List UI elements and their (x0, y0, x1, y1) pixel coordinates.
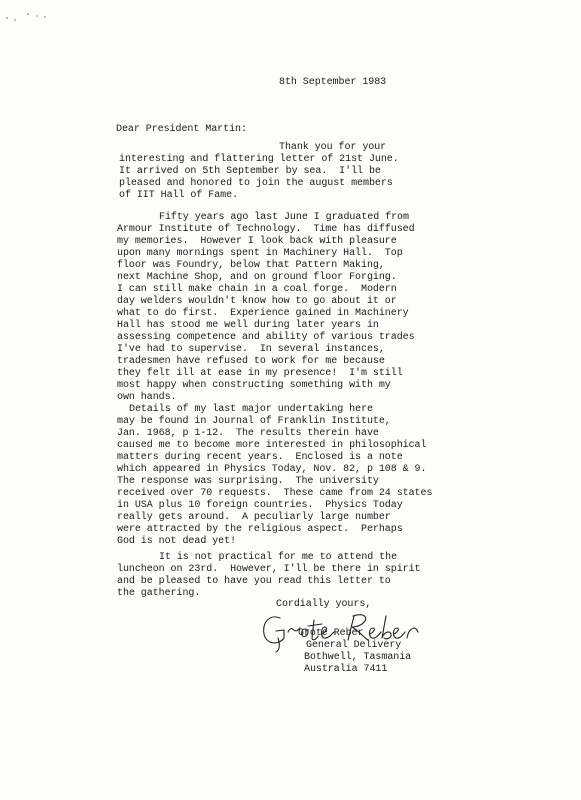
paragraph-line: caused me to become more interested in philosophical (117, 440, 427, 451)
paragraph-line: received over 70 requests. These came from 24 states (117, 488, 433, 499)
scan-specks (4, 10, 64, 24)
paragraph-line: my memories. However I look back with pleasure (117, 236, 397, 247)
address-line: General Delivery (306, 640, 402, 651)
paragraph-line: they felt ill at ease in my presence! I'm still (117, 368, 403, 379)
paragraph-line: I can still make chain in a coal forge. Modern (117, 284, 397, 295)
paragraph-line: of IIT Hall of Fame. (119, 190, 239, 201)
paragraph-line: upon many mornings spent in Machinery Hall. Top (117, 248, 403, 259)
salutation: Dear President Martin: (116, 124, 247, 135)
paragraph-2 (117, 212, 415, 404)
paragraph-line: may be found in Journal of Franklin Institute, (117, 416, 391, 427)
paragraph-line: the gathering. (117, 588, 201, 599)
paragraph-line: Hall has stood me well during later years in (117, 320, 379, 331)
paragraph-line: Thank you for your (279, 142, 387, 153)
paragraph-line: day welders wouldn't know how to go about it or (117, 296, 397, 307)
paragraph-3 (117, 404, 432, 548)
paragraph-line: tradesmen have refused to work for me because (117, 356, 385, 367)
paragraph-line: really gets around. A peculiarly large number (117, 512, 391, 523)
paragraph-line: assessing competence and ability of various trades (117, 332, 415, 343)
address-line: Australia 7411 (304, 664, 388, 675)
paragraph-line: were attracted by the religious aspect. Perhaps (117, 524, 403, 535)
paragraph-line: I've had to supervise. In several instances, (117, 344, 385, 355)
paragraph-line: which appeared in Physics Today, Nov. 82, p 108 & 9. (117, 464, 427, 475)
paragraph-line: floor was Foundry, below that Pattern Making, (117, 260, 385, 271)
paragraph-line: own hands. (117, 392, 177, 403)
paragraph-line: Details of my last major undertaking here (129, 404, 373, 415)
paragraph-line: luncheon on 23rd. However, I'll be there in spirit (117, 564, 421, 575)
paragraph-line: It arrived on 5th September by sea. I'll be (119, 166, 381, 177)
paragraph-line: in USA plus 10 foreign countries. Physics Today (117, 500, 403, 511)
paragraph-line: what to do first. Experience gained in Machinery (117, 308, 409, 319)
paragraph-line: Fifty years ago last June I graduated from (159, 212, 409, 223)
paragraph-line: interesting and flattering letter of 21st June. (119, 154, 399, 165)
address-name: Grote Reber (298, 628, 364, 639)
address-line: Bothwell, Tasmania (304, 652, 412, 663)
paragraph-line: next Machine Shop, and on ground floor Forging. (117, 272, 397, 283)
paragraph-line: Armour Institute of Technology. Time has diffused (117, 224, 415, 235)
paragraph-line: God is not dead yet! (117, 536, 237, 547)
paragraph-line: matters during recent years. Enclosed is a note (117, 452, 403, 463)
address-block (296, 628, 411, 676)
paragraph-4 (117, 552, 421, 600)
closing: Cordially yours, (276, 599, 372, 610)
paragraph-line: pleased and honored to join the august members (119, 178, 393, 189)
paragraph-1 (119, 142, 399, 202)
paragraph-line: most happy when constructing something with my (117, 380, 391, 391)
paragraph-line: Jan. 1968, p 1-12. The results therein have (117, 428, 379, 439)
paragraph-line: and be pleased to have you read this letter to (117, 576, 391, 587)
paragraph-line: The response was surprising. The university (117, 476, 379, 487)
paragraph-line: It is not practical for me to attend the (159, 552, 398, 563)
letter-date: 8th September 1983 (279, 77, 387, 88)
